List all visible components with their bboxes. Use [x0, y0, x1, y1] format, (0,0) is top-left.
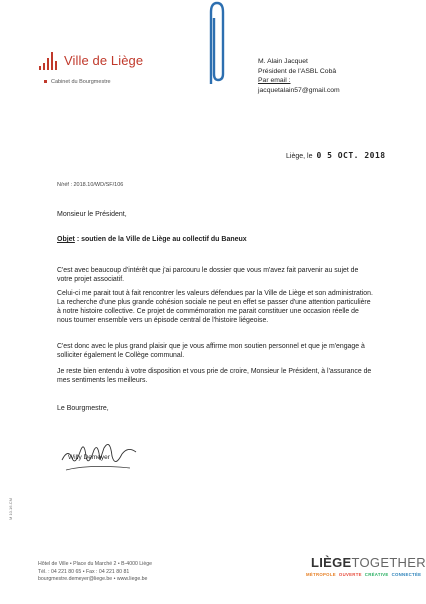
email-label: Par email : — [258, 77, 291, 84]
brand-slogan — [306, 572, 424, 577]
subject-text: : soutien de la Ville de Liège au collectif du Baneux — [74, 236, 247, 243]
slogan-word: MÉTROPOLE — [306, 572, 336, 577]
date-stamp: 0 5 OCT. 2018 — [316, 151, 386, 160]
city-logo-icon — [38, 52, 60, 70]
footer-address — [38, 561, 152, 584]
side-code: M 10.16-CM — [8, 497, 13, 520]
brand-part2: TOGETHER — [351, 555, 426, 570]
body-paragraph: C'est avec beaucoup d'intérêt que j'ai parcouru le dossier que vous m'avez fait parvenir au sujet de votre projet associatif. — [57, 267, 359, 283]
footer-line: Tél. : 04 221 80 65 • Fax : 04 221 80 81 — [38, 568, 130, 575]
brand-part1: LIÈGE — [311, 555, 352, 570]
org-name: Ville de Liège — [64, 53, 144, 68]
paperclip-image — [205, 0, 227, 86]
subject-label: Objet — [57, 236, 75, 243]
slogan-word: CONNECTÉE — [391, 572, 422, 577]
salutation: Monsieur le Président, — [57, 211, 127, 218]
signer-name: Willy Demeyer — [68, 454, 110, 461]
body-paragraph: Celui-ci me parait tout à fait rencontrer les valeurs défendues par la Ville de Liège et son administration. La recherche d'une plus grande cohésion sociale ne peut en effet se passer d'une attention particulière à notre histoire collective. Ce projet de commémoration me parait constituer une occasion réelle de nous tourner ensemble vers un épisode central de l'histoire liégeoise. — [57, 290, 373, 324]
body-paragraph: C'est donc avec le plus grand plaisir que je vous affirme mon soutien personnel et que je m'engage à solliciter également le Collège communal. — [57, 343, 365, 359]
brand-wordmark — [311, 555, 426, 570]
bullet-marker — [44, 80, 47, 83]
date-line — [286, 151, 386, 160]
recipient-name: M. Alain Jacquet — [258, 58, 308, 65]
slogan-word: CRÉATIVE — [364, 572, 389, 577]
slogan-word: OUVERTE — [338, 572, 362, 577]
footer-line: Hôtel de Ville • Place du Marché 2 • B-4000 Liège — [38, 561, 152, 567]
office-label: Cabinet du Bourgmestre — [51, 79, 111, 85]
reference-number: N/réf : 2018.10/WD/SF/106 — [57, 182, 124, 188]
handwritten-signature-image — [60, 430, 140, 475]
footer-line: bourgmestre.demeyer@liege.be • www.liege.be — [38, 576, 148, 582]
office-name — [44, 79, 111, 85]
recipient-email[interactable]: jacquetalain57@gmail.com — [258, 86, 340, 94]
closing-line: Le Bourgmestre, — [57, 405, 109, 412]
recipient-block — [258, 57, 340, 95]
subject-line — [57, 236, 247, 243]
body-paragraph: Je reste bien entendu à votre disposition et vous prie de croire, Monsieur le Président, à l'assurance de mes sentiments les meilleurs. — [57, 368, 372, 384]
recipient-title: Président de l'ASBL Cobâ — [258, 67, 337, 75]
date-place: Liège, le — [286, 153, 313, 160]
